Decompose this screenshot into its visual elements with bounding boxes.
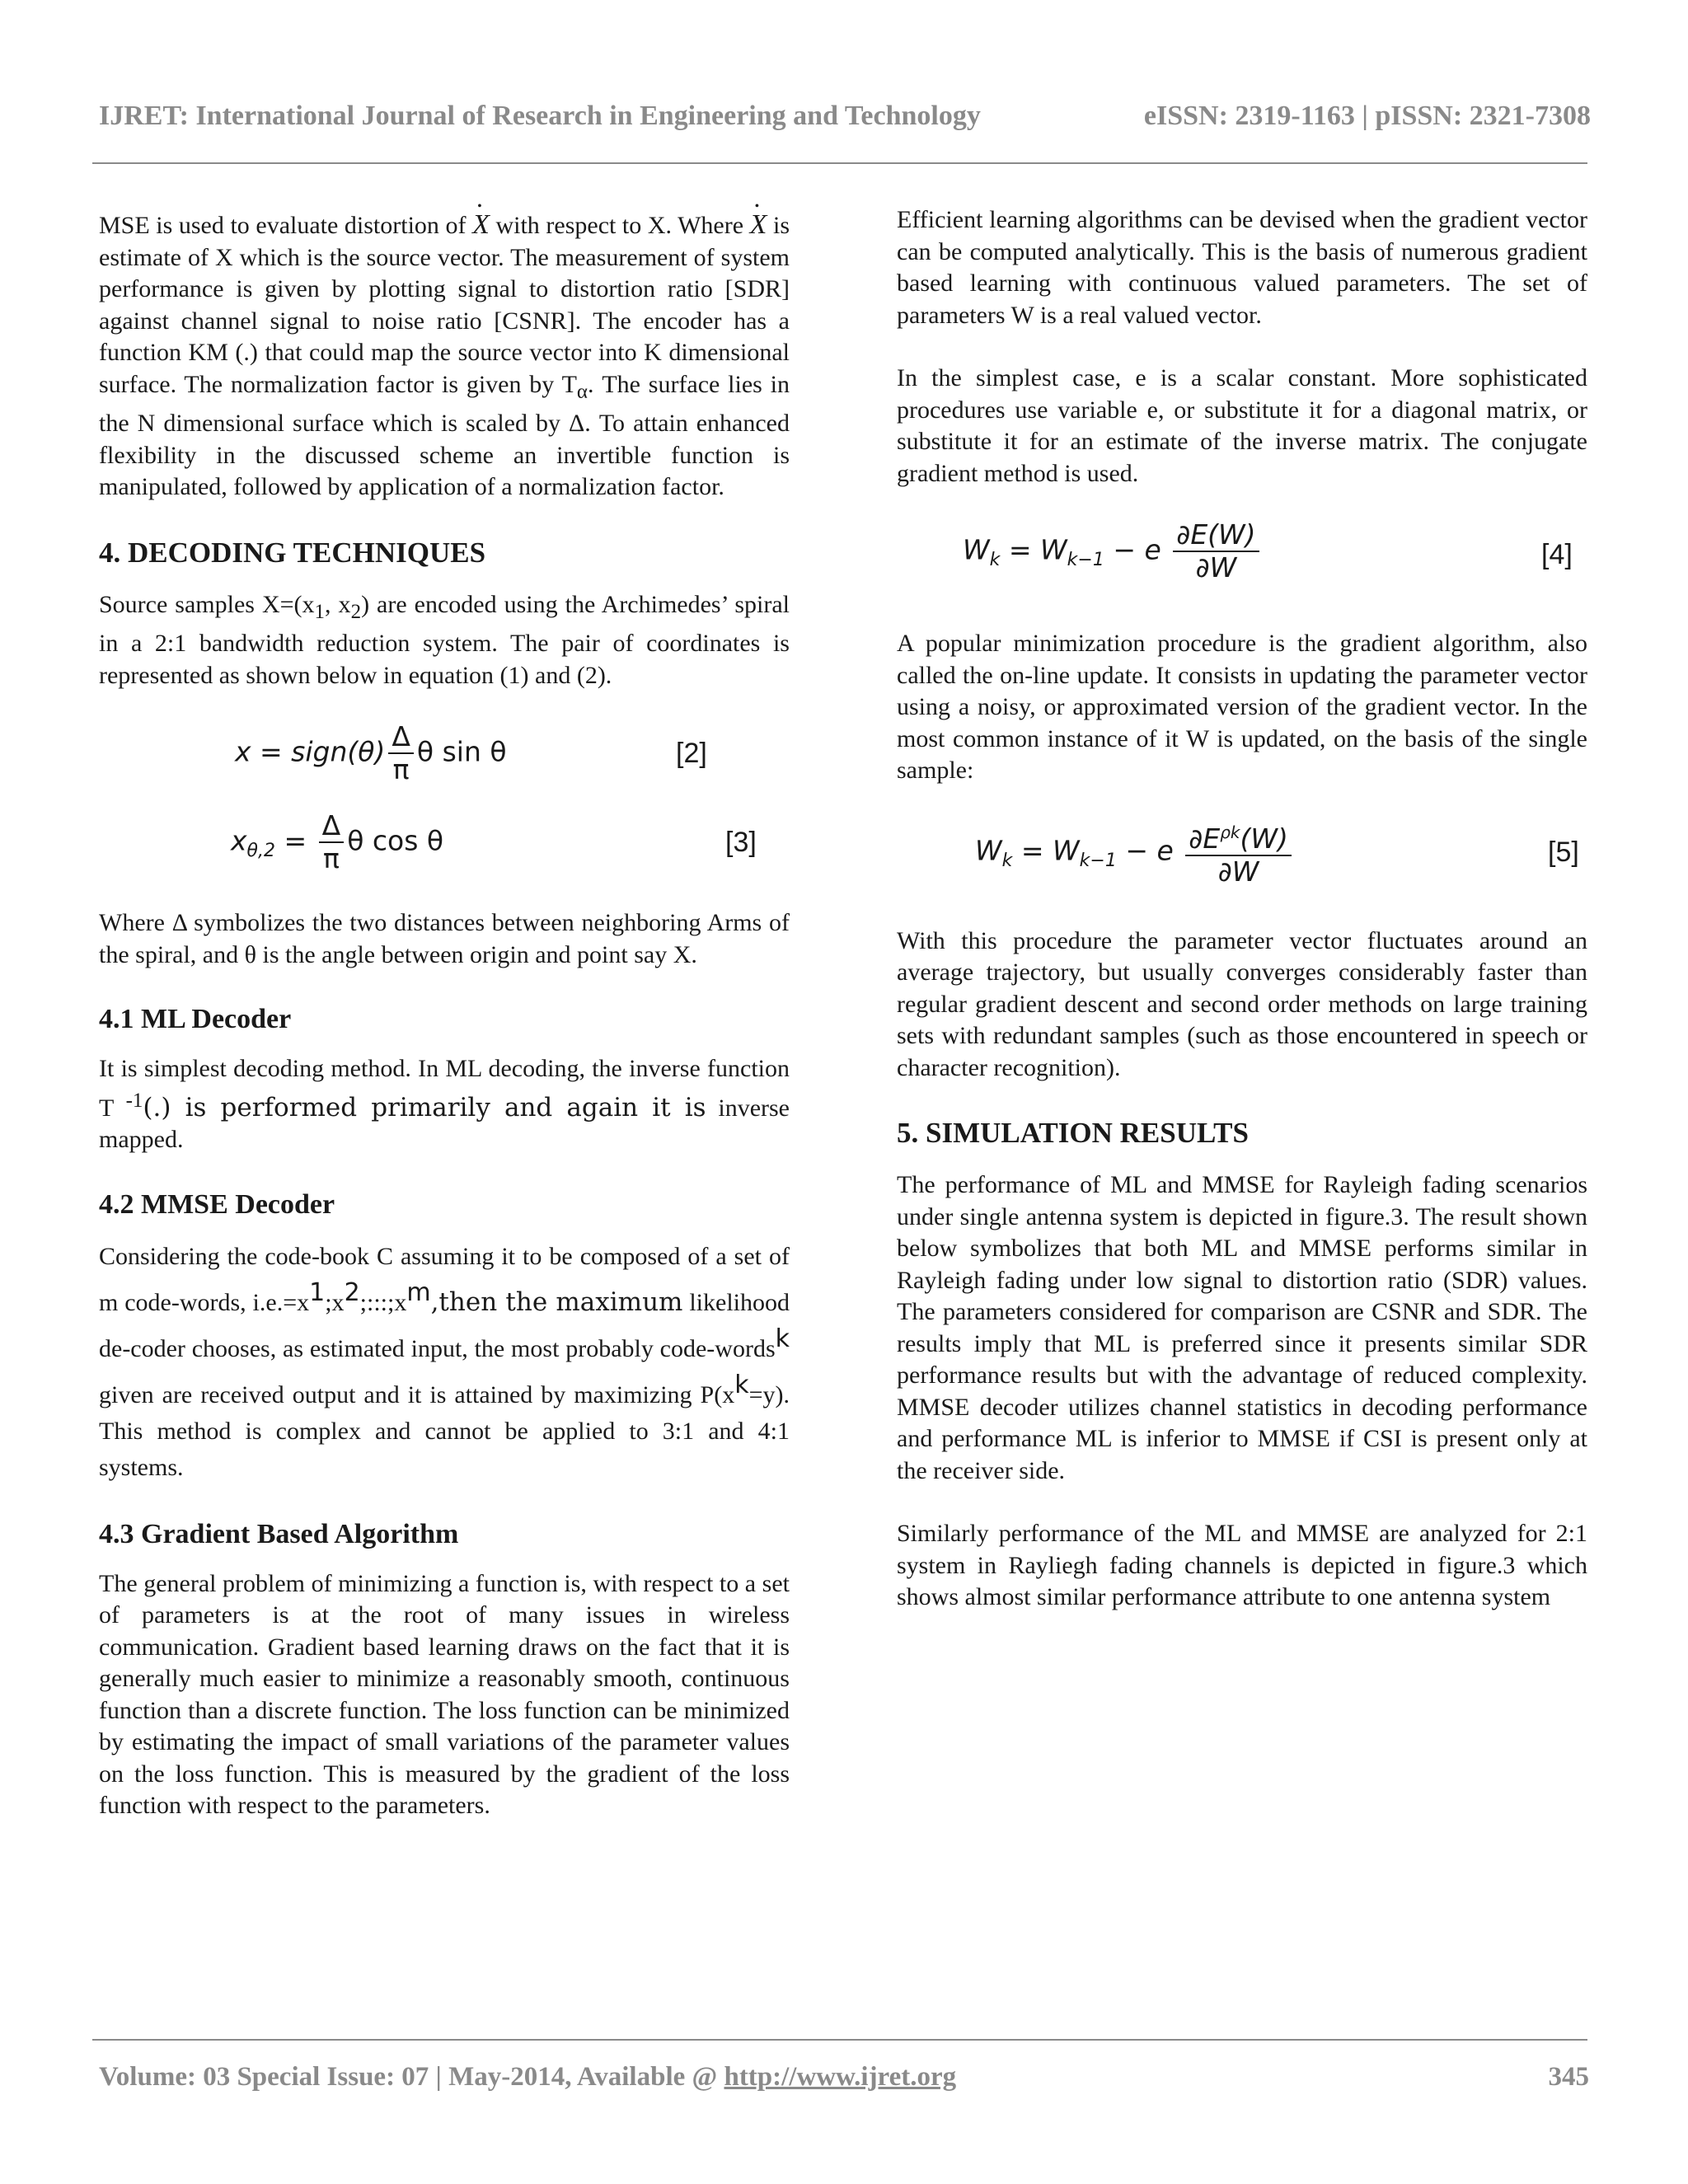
intro-paragraph: MSE is used to evaluate distortion of • X with respect to X. Where • X is estimate of X which is the source vector. The measurement of system performance is given by plotting signal to distortion ratio [SDR] against channel signal to noise ratio [CSNR]. The encoder has a function KM (.) that could map the source vector into K dimensional surface. The normalization factor is given by $T_\alpha$. The surface lies in the N dimensional surface which is scaled by Δ. To attain enhanced flexibility in the discussed scheme an invertible function is manipulated, followed by application of a normalization factor. (99, 209, 790, 504)
equation-4: $W_k = W_{k-1} - e$ $\frac{\partial E(W)}{\partial W}$ [4] (963, 518, 1573, 583)
right-column (897, 204, 1587, 1614)
equation-3: $x_{\theta,2}$ = $\frac{\Delta}{\pi}$ θ cos θ [3] (231, 809, 757, 874)
section-heading-simulation: 5. SIMULATION RESULTS (897, 1117, 1249, 1149)
equation-5: $W_k = W_{k-1} - e$ $\frac{\partial E^{\rho k}(W)}{\partial W}$ [5] (897, 818, 1587, 893)
x-hat-symbol: • X (750, 209, 767, 241)
simulation-paragraph-2: Similarly performance of the ML and MMSE are analyzed for 2:1 system in Rayliegh fading channels is depicted in figure.3 which shows almost similar performance attribute to one antenna system (897, 1520, 1587, 1610)
header-rule (92, 162, 1587, 164)
simulation-paragraph-1: The performance of ML and MMSE for Rayleigh fading scenarios under single antenna system is depicted in figure.3. The result shown below symbolizes that both ML and MMSE performs similar in Rayleigh fading under low signal to distortion ratio (SDR) values. The parameters considered for comparison are CSNR and SDR. The results imply that ML is preferred since it presents similar SDR performance results but with the advantage of reduced complexity. MMSE decoder utilizes channel statistics in decoding performance and performance ML is inferior to MMSE if CSI is present only at the receiver side. (897, 1171, 1587, 1484)
section-heading-mmse-decoder: 4.2 MMSE Decoder (99, 1188, 335, 1220)
mmse-decoder-paragraph: Considering the code-book C assuming it to be composed of a set of m code-words, i.e.=x1;x2;:::;xm,then the maximum likelihood de-coder chooses, as estimated input, the most probably code-wordsk given are received output and it is attained by maximizing P(xk=y). This method is complex and cannot be applied to 3:1 and 4:1 systems. (99, 1242, 790, 1481)
trajectory-paragraph: With this procedure the parameter vector fluctuates around an average trajectory, but usually converges considerably faster than regular gradient descent and second order methods on large training sets with redundant samples (such as those encountered in speech or character recognition). (897, 926, 1587, 1081)
learning-paragraph: Efficient learning algorithms can be devised when the gradient vector can be computed analytically. This is the basis of numerous gradient based learning with continuous valued parameters. The set of parameters W is a real valued vector. (897, 206, 1587, 329)
footer-rule (92, 2039, 1587, 2041)
left-column (99, 209, 790, 1822)
online-update-paragraph: A popular minimization procedure is the gradient algorithm, also called the on-line update. It consists in updating the parameter vector using a noisy, or approximated version of the gradient vector. In the most common instance of it W is updated, on the basis of the single sample: (897, 630, 1587, 784)
page-number: 345 (1548, 2062, 1589, 2092)
equation-tag: [3] (725, 827, 757, 858)
equation-tag: [5] (1548, 836, 1579, 868)
equation-tag: [2] (676, 738, 707, 769)
gradient-paragraph: The general problem of minimizing a function is, with respect to a set of parameters is at the root of many issues in wireless communication. Gradient based learning draws on the fact that it is generally much easier to minimize a reasonably smooth, continuous function than a discrete function. The loss function can be minimized by estimating the impact of small variations of the parameter values on the loss function. This is measured by the gradient of the loss function with respect to the parameters. (99, 1569, 790, 1819)
equation-tag: [4] (1541, 539, 1573, 570)
x-hat-symbol: • X (472, 209, 490, 241)
section-heading-gradient: 4.3 Gradient Based Algorithm (99, 1518, 459, 1549)
scalar-paragraph: In the simplest case, e is a scalar constant. More sophisticated procedures use variable e, or substitute it for a diagonal matrix, or substitute it for an estimate of the inverse matrix. The conjugate gradient method is used. (897, 364, 1587, 487)
issn-header: eISSN: 2319-1163 | pISSN: 2321-7308 (1143, 101, 1591, 131)
spiral-description: Where Δ symbolizes the two distances between neighboring Arms of the spiral, and θ is the angle between origin and point say X. (99, 909, 790, 968)
journal-link[interactable]: http://www.ijret.org (724, 2062, 957, 2092)
footer-volume: Volume: 03 Special Issue: 07 | May-2014, Available @ http://www.ijret.org (99, 2062, 957, 2092)
equation-2: x = sign(θ) $\frac{\Delta}{\pi}$ θ sin θ [2] (235, 720, 707, 785)
section-heading-ml-decoder: 4.1 ML Decoder (99, 1004, 292, 1034)
ml-decoder-paragraph: It is simplest decoding method. In ML decoding, the inverse function T $^{-1}$(.) is performed primarily and again it is inverse mapped. (99, 1055, 790, 1153)
journal-header: IJRET: International Journal of Research in Engineering and Technology (99, 101, 981, 131)
section-heading-decoding: 4. DECODING TECHNIQUES (99, 536, 486, 569)
decoding-paragraph: Source samples $X=(x_1$, $x_2$) are encoded using the Archimedes’ spiral in a 2:1 bandwidth reduction system. The pair of coordinates is represented as shown below in equation (1) and (2). (99, 590, 790, 689)
